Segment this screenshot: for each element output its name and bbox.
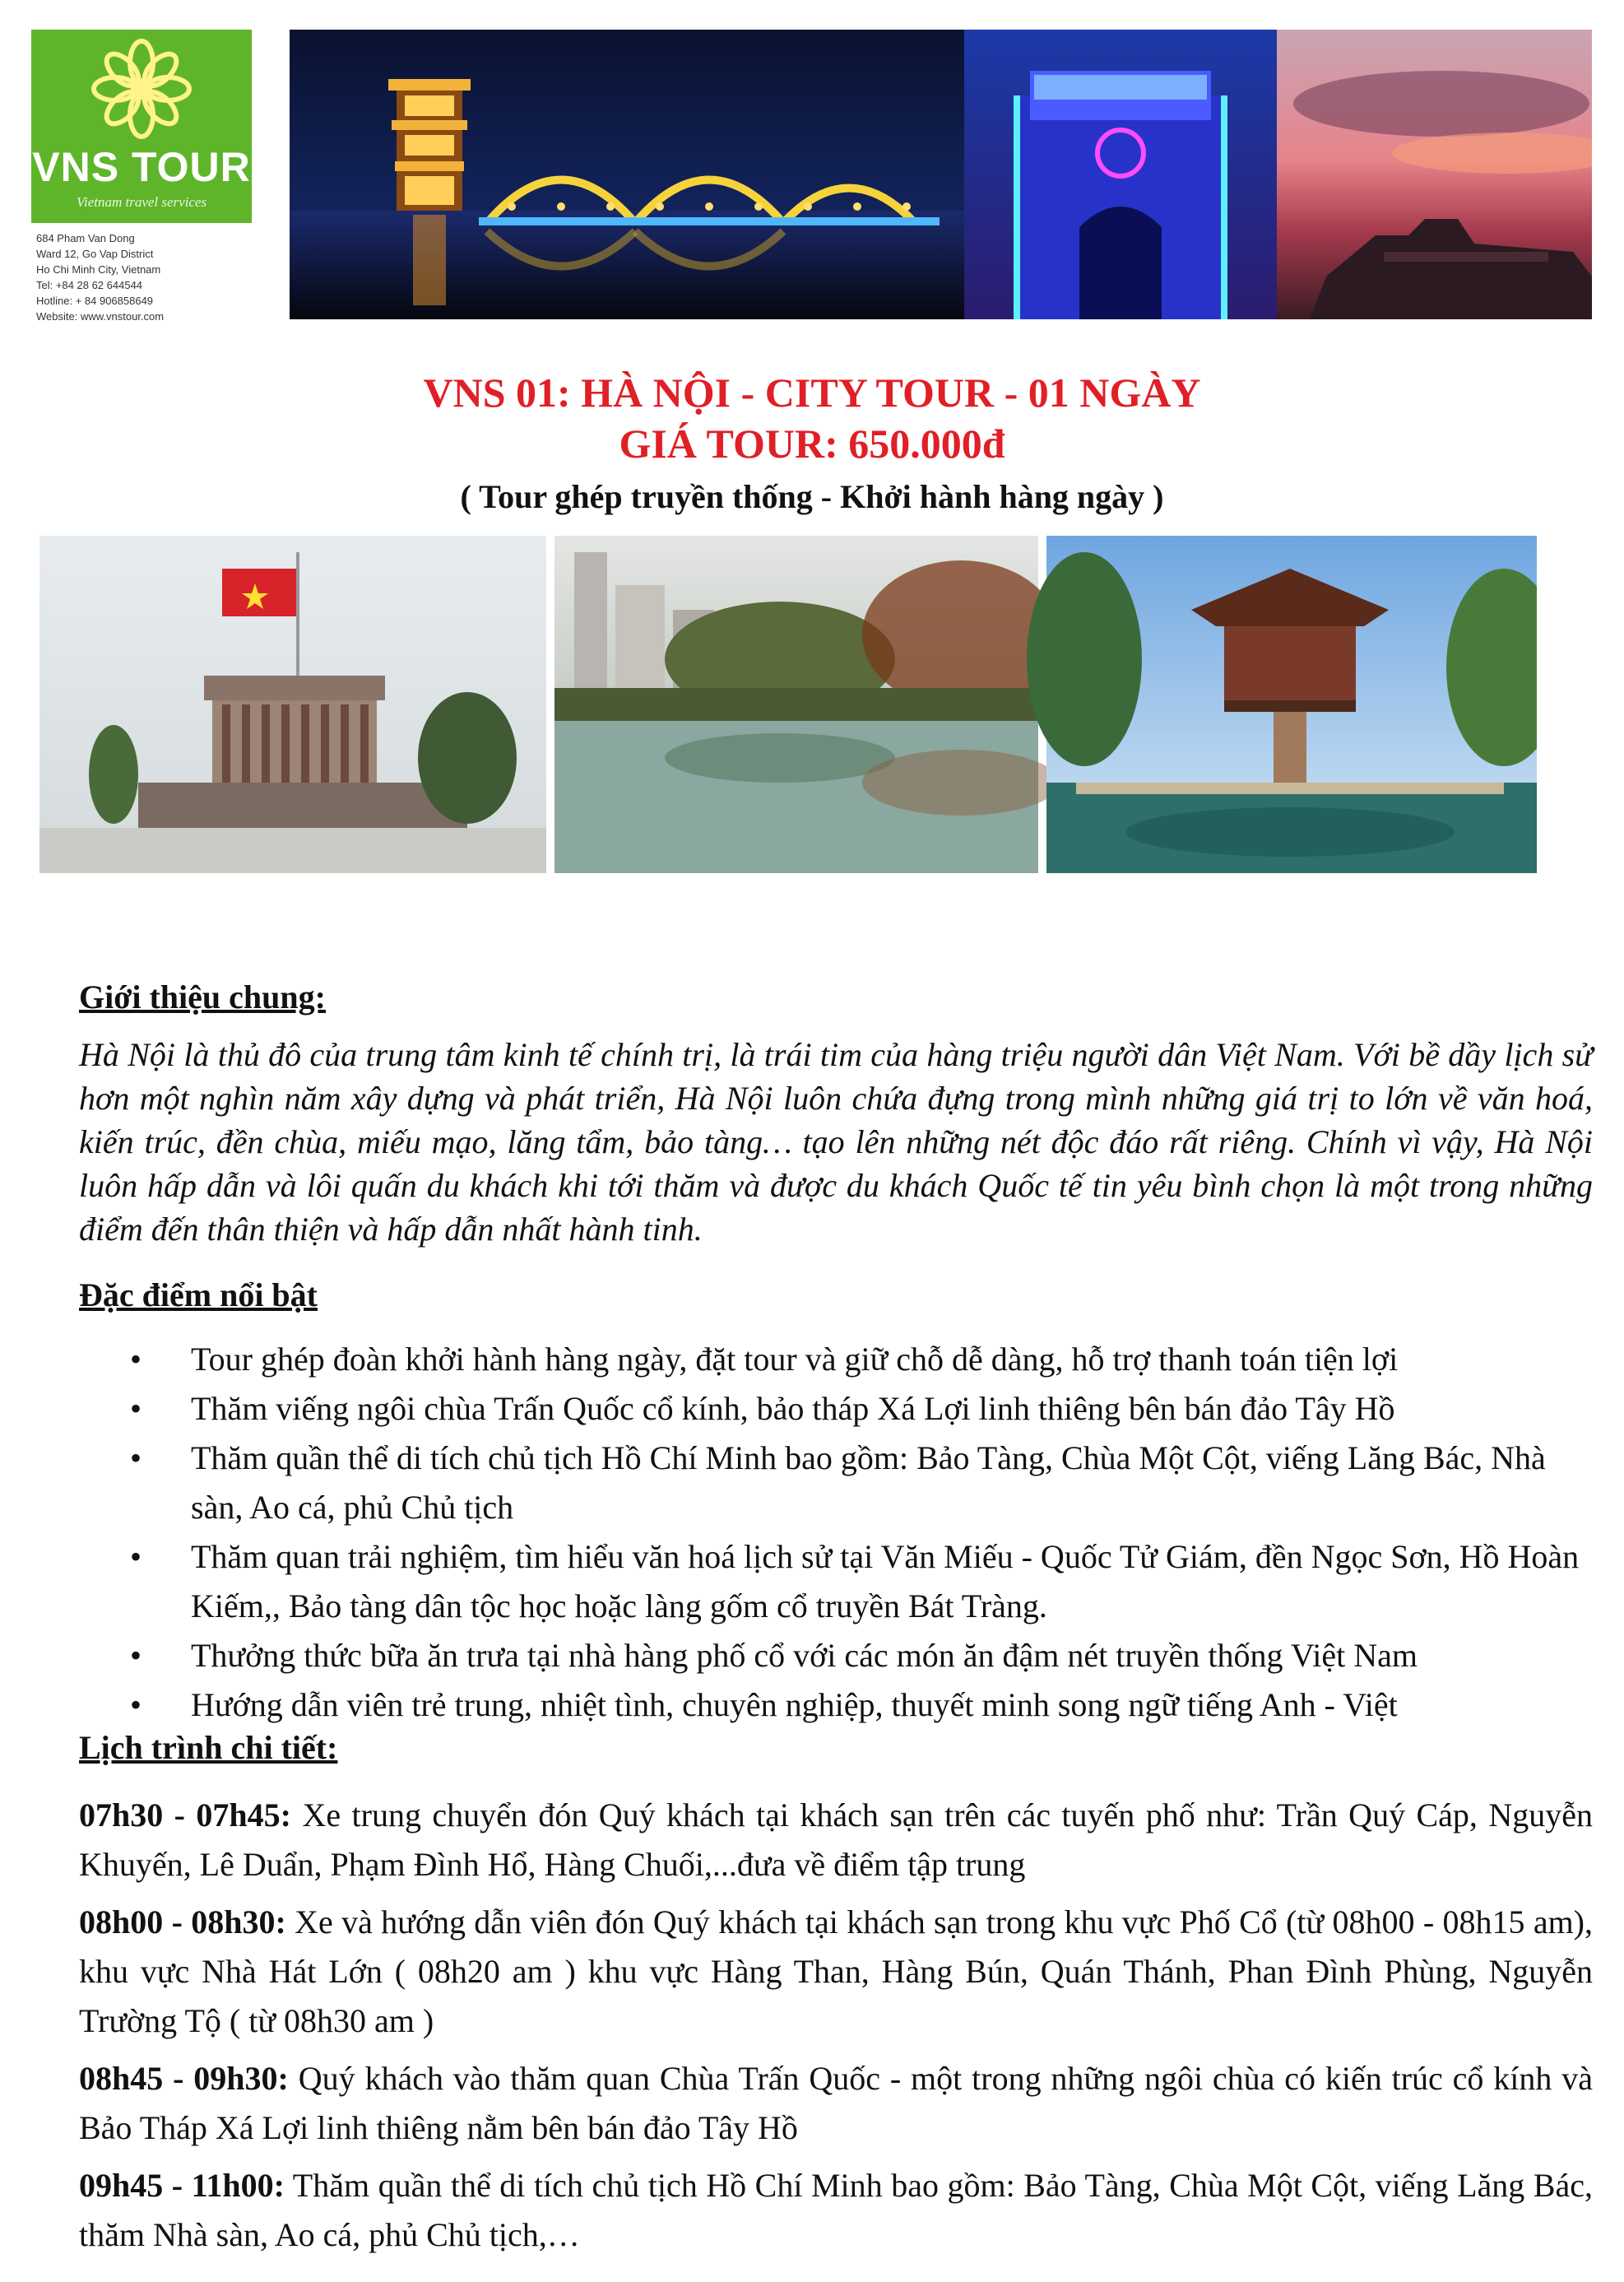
schedule-item [79, 2054, 1593, 2153]
company-logo-block [31, 30, 252, 324]
schedule-time: 07h30 - 07h45: [79, 1796, 291, 1834]
schedule-text: Quý khách vào thăm quan Chùa Trấn Quốc - một trong những ngôi chùa có kiến trúc cổ kính và Bảo Tháp Xá Lợi linh thiêng nằm bên bán đảo Tây Hồ [79, 2060, 1593, 2146]
schedule-list [79, 1791, 1593, 2268]
schedule-heading: Lịch trình chi tiết: [79, 1729, 338, 1766]
one-pillar-pagoda-photo [1027, 536, 1537, 873]
highlights-list [79, 1335, 1593, 1730]
schedule-time: 08h45 - 09h30: [79, 2060, 289, 2097]
logo-brand-name: VNS TOUR [32, 144, 251, 190]
schedule-item [79, 1898, 1593, 2046]
contact-line: Ward 12, Go Vap District [36, 248, 154, 260]
schedule-item [79, 1791, 1593, 1889]
list-item: • Tour ghép đoàn khởi hành hàng ngày, đặt tour và giữ chỗ dễ dàng, hỗ trợ thanh toán tiện lợi [79, 1335, 1593, 1384]
contact-line: Tel: +84 28 62 644544 [36, 279, 143, 291]
tour-photo-strip [39, 536, 1537, 873]
list-item: • Thăm quan trải nghiệm, tìm hiểu văn hoá lịch sử tại Văn Miếu - Quốc Tử Giám, đền Ngọc Sơn, Hồ Hoàn Kiếm,, Bảo tàng dân tộc học hoặc làng gốm cổ truyền Bát Tràng. [79, 1532, 1593, 1631]
mausoleum-photo [39, 536, 546, 873]
schedule-item [79, 2161, 1593, 2260]
lotus-flower-icon [31, 30, 252, 145]
contact-line: Ho Chi Minh City, Vietnam [36, 263, 161, 276]
company-contact-info [36, 230, 164, 324]
schedule-time: 08h00 - 08h30: [79, 1903, 286, 1940]
schedule-text: Thăm quần thể di tích chủ tịch Hồ Chí Minh bao gồm: Bảo Tàng, Chùa Một Cột, viếng Lăng Bác, thăm Nhà sàn, Ao cá, phủ Chủ tịch,… [79, 2167, 1593, 2253]
header-banner-image [290, 30, 1592, 319]
tour-title: VNS 01: HÀ NỘI - CITY TOUR - 01 NGÀY [423, 369, 1201, 416]
logo-tagline: Vietnam travel services [76, 194, 207, 210]
schedule-text: Xe và hướng dẫn viên đón Quý khách tại khách sạn trong khu vực Phố Cổ (từ 08h00 - 08h15 am), khu vực Nhà Hát Lớn ( 08h20 am ) khu vực Hàng Than, Hàng Bún, Quán Thánh, Phan Đình Phùng, Nguyễn Trường Tộ ( từ 08h30 am ) [79, 1903, 1594, 2039]
schedule-time: 09h45 - 11h00: [79, 2167, 285, 2204]
intro-heading: Giới thiệu chung: [79, 978, 326, 1016]
list-item: • Thăm quần thể di tích chủ tịch Hồ Chí Minh bao gồm: Bảo Tàng, Chùa Một Cột, viếng Lăng Bác, Nhà sàn, Ao cá, phủ Chủ tịch [79, 1434, 1593, 1532]
logo-badge [31, 30, 252, 223]
list-item: • Hướng dẫn viên trẻ trung, nhiệt tình, chuyên nghiệp, thuyết minh song ngữ tiếng Anh - Việt [79, 1680, 1593, 1730]
market-building-shape [1014, 71, 1227, 319]
tour-subtitle: ( Tour ghép truyền thống - Khởi hành hàng ngày ) [460, 478, 1164, 515]
contact-line: 684 Pham Van Dong [36, 232, 135, 244]
intro-paragraph: Hà Nội là thủ đô của trung tâm kinh tế chính trị, là trái tim của hàng triệu người dân Việt Nam. Với bề dầy lịch sử hơn một nghìn năm xây dựng và phát triển, Hà Nội luôn chứa đựng trong mình những giá trị to lớn về văn hoá, kiến trúc, đền chùa, miếu mạo, lăng tẩm, bảo tàng… tạo lên những nét độc đáo rất riêng. Chính vì vậy, Hà Nội luôn hấp dẫn và lôi quấn du khách khi tới thăm và được du khách Quốc tế tin yêu bình chọn là một trong những điểm đến thân thiện và hấp dẫn nhất hành tinh. [79, 1036, 1593, 1248]
hoan-kiem-lake-photo [554, 536, 1060, 873]
contact-line: Hotline: + 84 906858649 [36, 295, 154, 307]
list-item: • Thưởng thức bữa ăn trưa tại nhà hàng phố cổ với các món ăn đậm nét truyền thống Việt Nam [79, 1631, 1593, 1680]
contact-line: Website: www.vnstour.com [36, 310, 165, 323]
highlights-heading: Đặc điểm nổi bật [79, 1276, 318, 1313]
schedule-text: Xe trung chuyển đón Quý khách tại khách sạn trên các tuyến phố như: Trần Quý Cáp, Nguyễn Khuyến, Lê Duẩn, Phạm Đình Hổ, Hàng Chuối,...đưa về điểm tập trung [79, 1796, 1594, 1883]
list-item: • Thăm viếng ngôi chùa Trấn Quốc cổ kính, bảo tháp Xá Lợi linh thiêng bên bán đảo Tây Hồ [79, 1384, 1593, 1434]
tour-price: GIÁ TOUR: 650.000đ [619, 421, 1005, 467]
